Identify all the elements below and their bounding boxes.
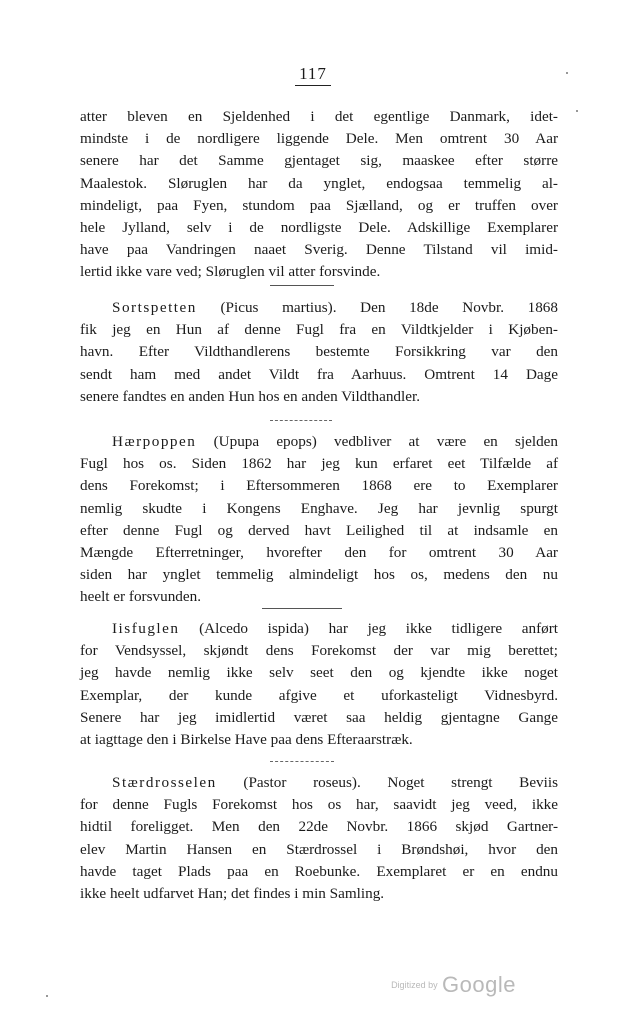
watermark-prefix: Digitized by: [391, 980, 438, 990]
paragraph-iisfuglen: [80, 618, 558, 751]
species-heading: Sortspetten: [112, 299, 197, 316]
text-line: Sortspetten (Picus martius). Den 18de Novbr. 1868: [112, 299, 558, 316]
text-line: siden har ynglet temmelig almindeligt hos os, medens den nu: [80, 566, 558, 584]
paper-speck: [576, 110, 578, 112]
species-heading: Hærpoppen: [112, 433, 197, 450]
text-line: Exemplar, der kunde afgive et uforkasteligt Vidnesbyrd.: [80, 686, 558, 704]
paper-speck: [46, 995, 48, 997]
paragraph-1: [80, 106, 558, 284]
text-line: mindeligt, paa Fyen, stundom paa Sjælland, og er truffen over: [80, 196, 558, 214]
text-line: efter denne Fugl og derved havt Leilighed til at indsamle en: [80, 521, 558, 539]
species-heading: Iisfuglen: [112, 620, 180, 637]
text-line: elev Martin Hansen en Stærdrossel i Brøndshøi, hvor den: [80, 840, 558, 858]
text-line: senere fandtes en anden Hun hos en anden Vildthandler.: [80, 387, 420, 405]
text-line: atter bleven en Sjeldenhed i det egentlige Danmark, idet-: [80, 108, 558, 125]
digitized-watermark: [391, 972, 516, 998]
paragraph-sortspetten: [80, 297, 558, 408]
text-line: nemlig skudte i Kongens Enghave. Jeg har jevnlig spurgt: [80, 499, 558, 517]
section-divider: [262, 608, 342, 609]
text-line: senere har det Samme gjentaget sig, maaskee efter større: [80, 152, 558, 170]
section-divider: [270, 761, 334, 762]
text-line: Senere har jeg imidlertid været saa heldig gjentagne Gange: [80, 708, 558, 726]
section-divider: [270, 285, 334, 286]
text-line: have paa Vandringen naaet Sverig. Denne Tilstand vil imid-: [80, 241, 558, 259]
text-line: Maalestok. Sløruglen har da ynglet, endogsaa temmelig al-: [80, 174, 558, 192]
text-line: havde taget Plads paa en Roebunke. Exemplaret er en endnu: [80, 862, 558, 880]
text-line: mindste i de nordligere liggende Dele. Men omtrent 30 Aar: [80, 130, 558, 148]
section-divider: [270, 420, 332, 421]
text-line: Mængde Efterretninger, hvorefter den for omtrent 30 Aar: [80, 544, 558, 562]
text-line: jeg havde nemlig ikke selv seet den og kjendte ikke noget: [80, 664, 558, 682]
text-line: Stærdrosselen (Pastor roseus). Noget strengt Beviis: [112, 774, 558, 791]
text-line: Hærpoppen (Upupa epops) vedbliver at være en sjelden: [112, 433, 558, 450]
text-line: sendt ham med andet Vildt fra Aarhuus. Omtrent 14 Dage: [80, 365, 558, 383]
text-line: fik jeg en Hun af denne Fugl fra en Vildtkjelder i Kjøben-: [80, 321, 558, 339]
paragraph-staerdrosselen: [80, 772, 558, 905]
text-line: havn. Efter Vildthandlerens bestemte Forsikkring var den: [80, 343, 558, 361]
text-line: for denne Fugls Forekomst hos os har, saavidt jeg veed, ikke: [80, 796, 558, 814]
text-line: Fugl hos os. Siden 1862 har jeg kun erfaret eet Tilfælde af: [80, 455, 558, 473]
text-line: heelt er forsvunden.: [80, 588, 202, 606]
text-line: lertid ikke vare ved; Sløruglen vil atter forsvinde.: [80, 263, 381, 281]
text-line: ikke heelt udfarvet Han; det findes i min Samling.: [80, 885, 385, 903]
paper-speck: [566, 72, 568, 74]
text-line: hele Jylland, selv i de nordligste Dele. Adskillige Exemplarer: [80, 219, 558, 237]
text-line: at iagttage den i Birkelse Have paa dens Efteraarstræk.: [80, 731, 413, 749]
text-line: for Vendsyssel, skjøndt dens Forekomst der var mig berettet;: [80, 642, 558, 660]
text-line: dens Forekomst; i Eftersommeren 1868 ere to Exemplarer: [80, 477, 558, 495]
paragraph-haerpoppen: [80, 431, 558, 609]
species-heading: Stærdrosselen: [112, 774, 217, 791]
google-logo: Google: [442, 972, 516, 997]
text-line: Iisfuglen (Alcedo ispida) har jeg ikke tidligere anført: [112, 620, 558, 637]
page-number: 117: [0, 64, 626, 86]
text-line: hidtil foreligget. Men den 22de Novbr. 1866 skjød Gartner-: [80, 818, 558, 836]
